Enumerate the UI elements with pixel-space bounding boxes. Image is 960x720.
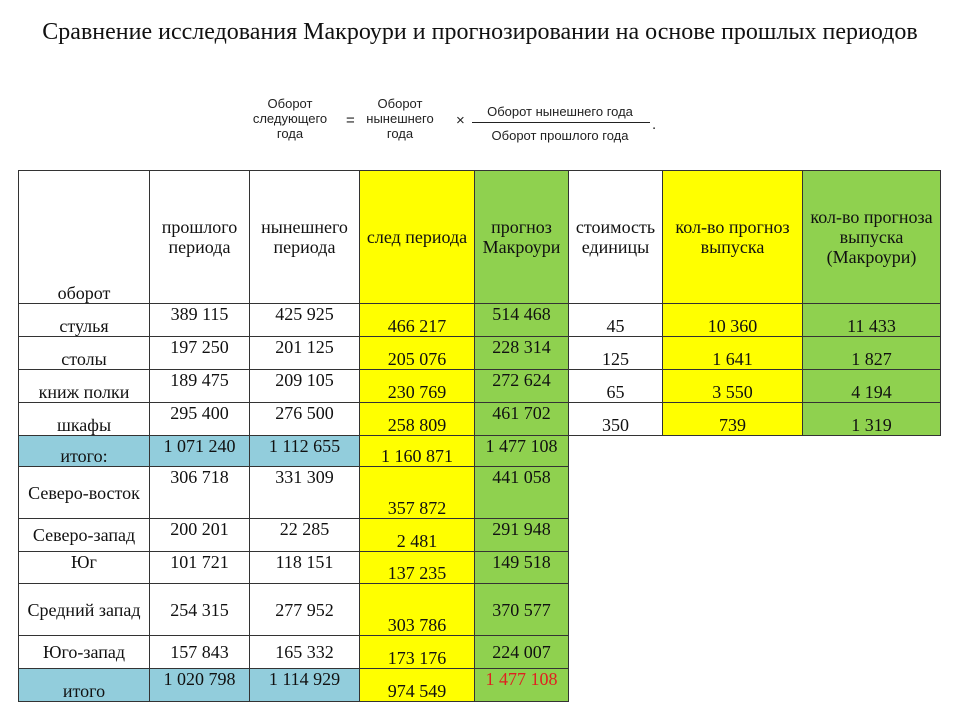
qty-cell: 10 360 <box>663 304 803 337</box>
header-next: след периода <box>360 171 475 304</box>
table-row <box>19 552 941 584</box>
formula-numerator: Оборот нынешнего года <box>487 104 633 119</box>
prev-cell: 295 400 <box>150 403 250 436</box>
macro-cell: 291 948 <box>475 519 569 552</box>
prev-cell: 306 718 <box>150 467 250 519</box>
product-name: стулья <box>19 304 150 337</box>
next-cell: 205 076 <box>360 337 475 370</box>
macro-cell: 441 058 <box>475 467 569 519</box>
total-label: итого <box>19 669 150 702</box>
curr-cell: 276 500 <box>250 403 360 436</box>
formula-dot: . <box>652 116 657 133</box>
region-name: Северо-восток <box>19 467 150 519</box>
curr-cell: 1 112 655 <box>250 436 360 467</box>
next-cell: 230 769 <box>360 370 475 403</box>
prev-cell: 197 250 <box>150 337 250 370</box>
next-cell: 2 481 <box>360 519 475 552</box>
qty-macro-cell: 1 827 <box>803 337 941 370</box>
qty-cell: 1 641 <box>663 337 803 370</box>
qty-macro-cell: 1 319 <box>803 403 941 436</box>
curr-cell: 201 125 <box>250 337 360 370</box>
next-cell: 974 549 <box>360 669 475 702</box>
curr-cell: 277 952 <box>250 584 360 636</box>
header-qty-macro: кол-во прогноза выпуска (Макроури) <box>803 171 941 304</box>
curr-cell: 331 309 <box>250 467 360 519</box>
unit-cost-cell: 350 <box>569 403 663 436</box>
region-name: Юго-запад <box>19 636 150 669</box>
region-name: Северо-запад <box>19 519 150 552</box>
table-row <box>19 304 941 337</box>
header-curr: нынешнего периода <box>250 171 360 304</box>
table-row <box>19 636 941 669</box>
table-row <box>19 467 941 519</box>
total-row <box>19 669 941 702</box>
macro-cell: 228 314 <box>475 337 569 370</box>
product-name: столы <box>19 337 150 370</box>
curr-cell: 118 151 <box>250 552 360 584</box>
macro-cell: 1 477 108 <box>475 669 569 702</box>
header-qty: кол-во прогноз выпуска <box>663 171 803 304</box>
prev-cell: 101 721 <box>150 552 250 584</box>
table-row <box>19 337 941 370</box>
table-row <box>19 584 941 636</box>
curr-cell: 1 114 929 <box>250 669 360 702</box>
formula-lhs: Оборот следующего года <box>252 96 328 141</box>
next-cell: 303 786 <box>360 584 475 636</box>
curr-cell: 209 105 <box>250 370 360 403</box>
curr-cell: 22 285 <box>250 519 360 552</box>
next-cell: 357 872 <box>360 467 475 519</box>
prev-cell: 254 315 <box>150 584 250 636</box>
next-cell: 1 160 871 <box>360 436 475 467</box>
macro-cell: 461 702 <box>475 403 569 436</box>
header-turnover: оборот <box>19 171 150 304</box>
total-row <box>19 436 941 467</box>
next-cell: 258 809 <box>360 403 475 436</box>
header-prev: прошлого периода <box>150 171 250 304</box>
prev-cell: 389 115 <box>150 304 250 337</box>
prev-cell: 157 843 <box>150 636 250 669</box>
macro-cell: 370 577 <box>475 584 569 636</box>
qty-cell: 3 550 <box>663 370 803 403</box>
region-name: Средний запад <box>19 584 150 636</box>
comparison-table <box>18 170 941 702</box>
unit-cost-cell: 125 <box>569 337 663 370</box>
unit-cost-cell: 45 <box>569 304 663 337</box>
table-row <box>19 370 941 403</box>
prev-cell: 189 475 <box>150 370 250 403</box>
table-row <box>19 519 941 552</box>
formula-times: × <box>456 112 465 129</box>
formula-mid: Оборот нынешнего года <box>366 96 434 141</box>
prev-cell: 1 071 240 <box>150 436 250 467</box>
unit-cost-cell: 65 <box>569 370 663 403</box>
next-cell: 466 217 <box>360 304 475 337</box>
macro-cell: 514 468 <box>475 304 569 337</box>
product-name: шкафы <box>19 403 150 436</box>
macro-cell: 272 624 <box>475 370 569 403</box>
formula-denominator: Оборот прошлого года <box>491 128 629 143</box>
prev-cell: 1 020 798 <box>150 669 250 702</box>
curr-cell: 165 332 <box>250 636 360 669</box>
header-macro: прогноз Макроури <box>475 171 569 304</box>
product-name: книж полки <box>19 370 150 403</box>
formula-fraction-line <box>472 122 650 123</box>
qty-macro-cell: 4 194 <box>803 370 941 403</box>
total-label: итого: <box>19 436 150 467</box>
macro-cell: 1 477 108 <box>475 436 569 467</box>
region-name: Юг <box>19 552 150 584</box>
prev-cell: 200 201 <box>150 519 250 552</box>
formula-equals: = <box>346 112 355 129</box>
header-unit-cost: стоимость единицы <box>569 171 663 304</box>
macro-cell: 149 518 <box>475 552 569 584</box>
page-title: Сравнение исследования Макроури и прогнозировании на основе прошлых периодов <box>42 19 918 45</box>
qty-cell: 739 <box>663 403 803 436</box>
qty-macro-cell: 11 433 <box>803 304 941 337</box>
macro-cell: 224 007 <box>475 636 569 669</box>
header-row <box>19 171 941 304</box>
table-row <box>19 403 941 436</box>
curr-cell: 425 925 <box>250 304 360 337</box>
next-cell: 173 176 <box>360 636 475 669</box>
next-cell: 137 235 <box>360 552 475 584</box>
